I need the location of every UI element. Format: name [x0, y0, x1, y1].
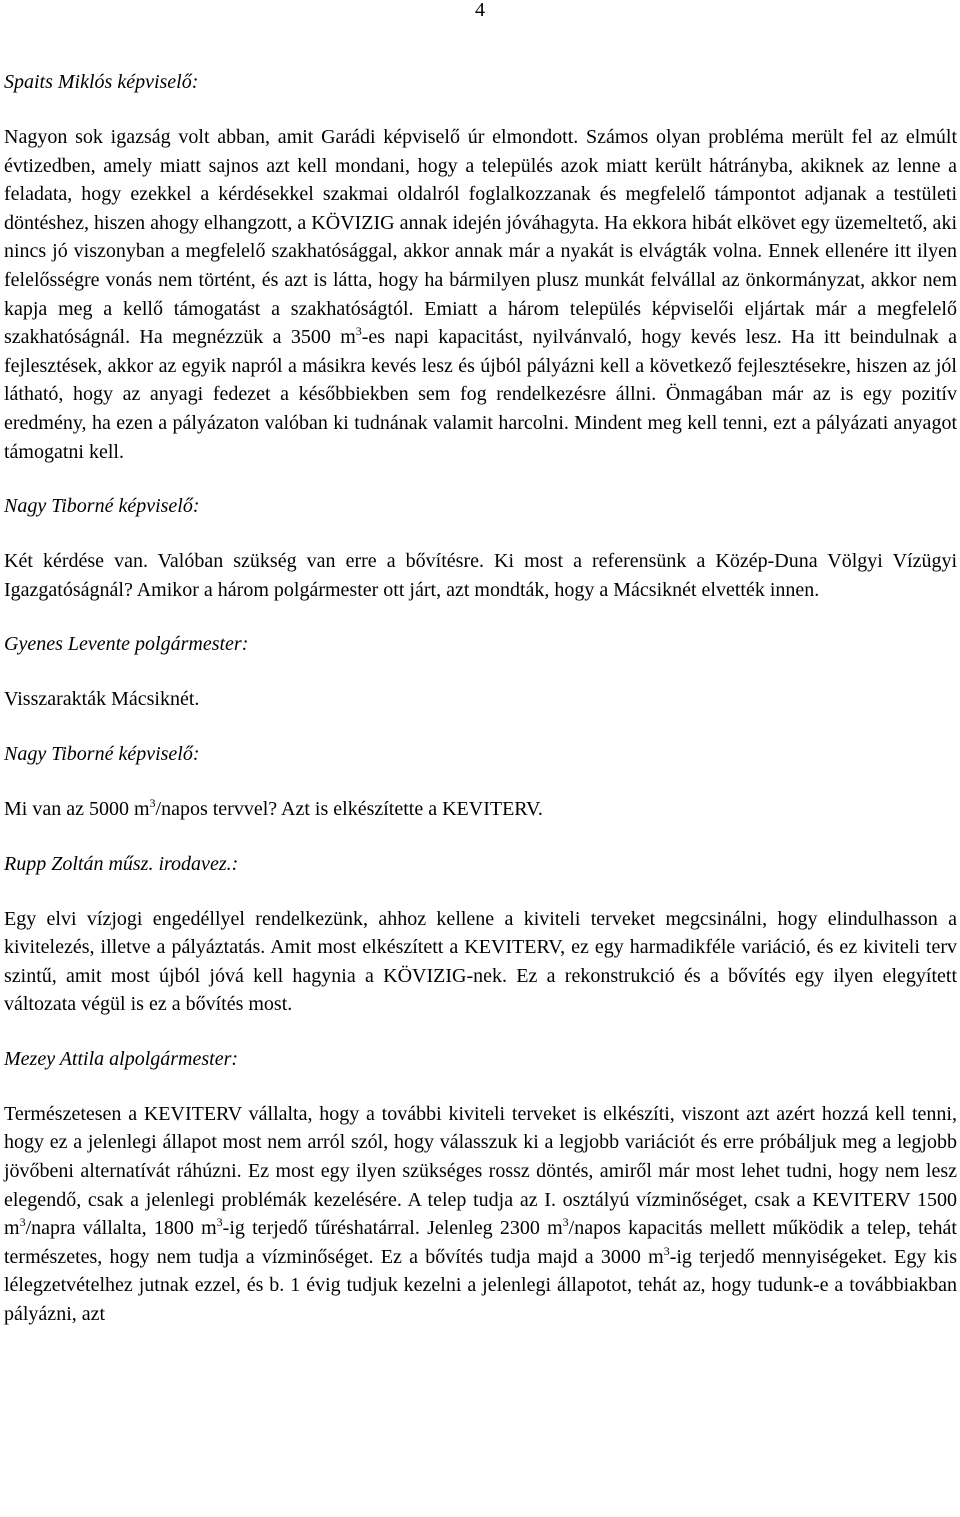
speaker-heading: Rupp Zoltán műsz. irodavez.: [4, 852, 239, 875]
speaker-heading: Spaits Miklós képviselő: [4, 71, 199, 93]
speech-paragraph: Természetesen a KEVITERV vállalta, hogy a további kiviteli terveket is elkészíti, viszont azt azért hozzá kell tenni, hogy ez a jelenlegi állapot most nem arról szól, hogy válasszuk ki a legjobb variációt és erre próbáljuk meg a legjobb jövőbeni alternatívát ráhúzni. Ez most egy ilyen szükséges rossz döntés, amiről már most lehet tudni, hogy nem lesz elegendő, csak a jelenlegi problémák kezelésére. A telep tudja az I. osztályú vízminőséget, csak a KEVITERV 1500 $m^3$/napra vállalta, 1800 $m^3-ig$ terjedő tűréshatárral. Jelenleg 2300 $m^3$/napos kapacitás mellett működik a telep, tehát természetes, hogy nem tudja a vízminőséget. Ez a bővítés tudja majd a 3000 $m^3-ig$ terjedő mennyiségeket. Egy kis lélegzetvételhez jutnak ezzel, és b. 1 évig tudjuk kezelni a jelenlegi állapotot, tehát az, hogy tudunk-e a továbbiakban pályázni, azt [4, 1102, 957, 1326]
speech-paragraph: Mi van az 5000 $m^3$/napos tervvel? Azt is elkészítette a KEVITERV. [4, 795, 543, 820]
page-number: 4 [475, 0, 485, 21]
speech-paragraph: Két kérdése van. Valóban szükség van erre a bővítésre. Ki most a referensünk a Közép-Duna Völgyi Vízügyi Igazgatóságnál? Amikor a három polgármester ott járt, azt mondták, hogy a Mácsiknét elvették innen. [4, 550, 957, 601]
speaker-heading: Nagy Tiborné képviselő: [4, 742, 200, 765]
speech-paragraph: Nagyon sok igazság volt abban, amit Garádi képviselő úr elmondott. Számos olyan probléma merült fel az elmúlt évtizedben, amely miatt sajnos azt kell mondani, hogy a település azok miatt került hátrányba, akiknek az lenne a feladata, hogy ezekkel a kérdésekkel szakmai oldalról foglalkozzanak és megfelelő támpontot adjanak a testületi döntéshez, hiszen ahogy elhangzott, a KÖVIZIG annak idején jóváhagyta. Ha ekkora hibát elkövet egy üzemeltető, aki nincs jó viszonyban a megfelelő szakhatósággal, akkor annak már a nyakát is elvágták volna. Ennek ellenére itt ilyen felelősségre vonás nem történt, és azt is látta, hogy ha bármilyen plusz munkát felvállal az önkormányzat, akkor nem kapja meg a kellő támogatást a szakhatóságtól. Emiatt a három település képviselői eljártak már a megfelelő szakhatóságnál. Ha megnézzük a 3500 $m^3-es$ napi kapacitást, nyilvánvaló, hogy kevés lesz. Ha itt beindulnak a fejlesztések, akkor az egyik napról a másikra kevés lesz és újból pályázni kell a következő fejlesztésekre, hiszen az jól látható, hogy az anyagi fedezet a későbbiekben sem fog rendelkezésre állni. Önmagában már az is egy pozitív eredmény, ha ezen a pályázaton valóban ki tudnának valamit harcolni. Mindent meg kell tenni, ezt a pályázati anyagot támogatni kell. [4, 126, 957, 463]
speaker-heading: Gyenes Levente polgármester: [4, 633, 249, 656]
speaker-heading: Nagy Tiborné képviselő: [4, 495, 200, 518]
speech-paragraph: Egy elvi vízjogi engedéllyel rendelkezünk, ahhoz kellene a kiviteli terveket megcsinálni, hogy elindulhasson a kivitelezés, illetve a pályáztatás. Amit most elkészített a KEVITERV, ez egy harmadikféle variáció, és ez kiviteli terv szintű, amit most újból jóvá kell hagynia a KÖVIZIG-nek. Ez a rekonstrukció és a bővítés egy ilyen elegyített változata végül is ez a bővítés most. [4, 907, 957, 1016]
speech-paragraph: Visszarakták Mácsiknét. [4, 688, 200, 711]
document-body [4, 68, 957, 1329]
speaker-heading: Mezey Attila alpolgármester: [4, 1047, 239, 1070]
